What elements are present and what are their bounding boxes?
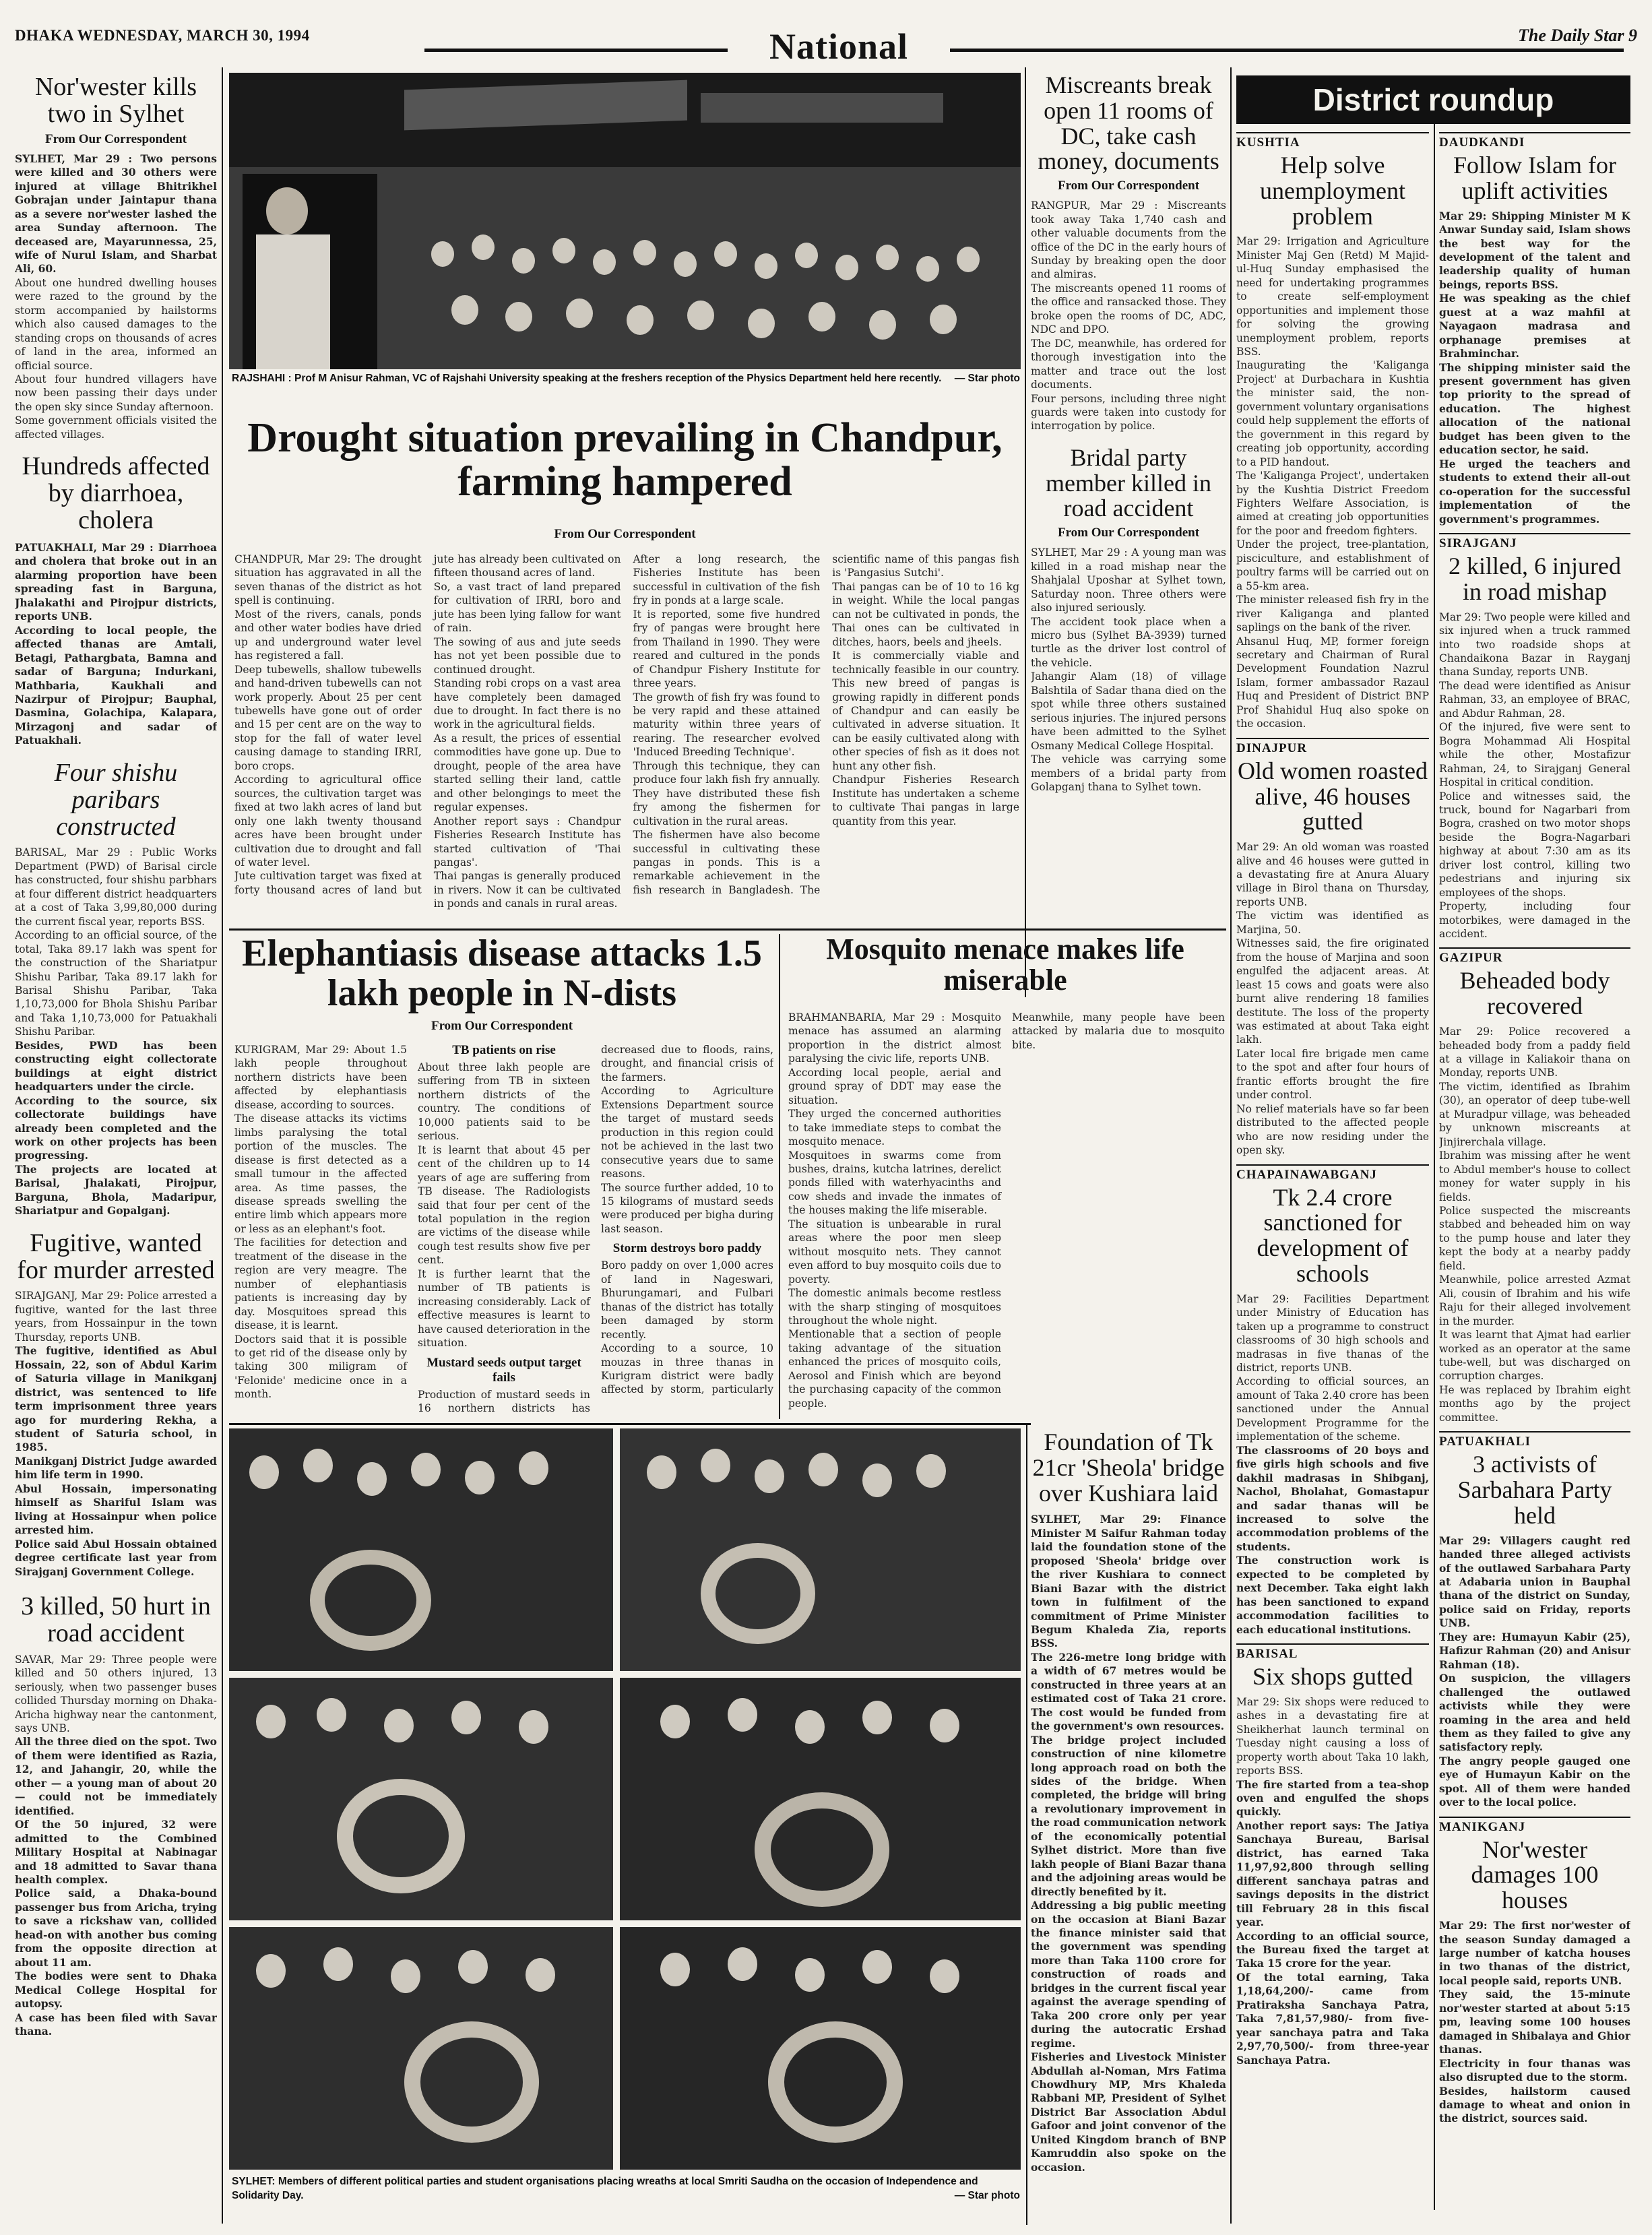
paragraph: According local people, aerial and ground spray of DDT may ease the situation. [788,1066,1001,1106]
rajshahi-photo [229,73,1021,369]
photo-credit: — Star photo [954,2189,1020,2201]
paper-name: The Daily Star [1518,26,1624,45]
paragraph: Mar 29: Irrigation and Agriculture Minister Maj Gen (Retd) M Majid-ul-Huq Sunday emphasised the need for undertaking programmes to create self-employment opportunities and implement those for solving the growing unemployment problem, reports BSS. [1236,235,1429,358]
roundup-column-a [1236,132,1429,2221]
subheading: Storm destroys boro paddy [612,1241,762,1256]
paragraph: According to a source, 10 mouzas in three thanas in Kurigram district were badly affected by storm, particularly [601,1342,773,1396]
headline-gazipur: Beheaded body recovered [1459,967,1610,1020]
sylhet-caption [232,2175,1020,2215]
paragraph: The miscreants opened 11 rooms of the office and ransacked those. They broke open the rooms of DC, ADC, NDC and DPO. [1031,282,1226,336]
dateline: DHAKA WEDNESDAY, MARCH 30, 1994 [15,27,310,44]
paragraph: SIRAJGANJ, Mar 29: Police arrested a fugitive, wanted for the last three years, from Hossainpur in the town Thursday, reports UNB. [15,1290,217,1344]
paragraph: The construction work is expected to be completed by next December. Taka eight lakh has been sanctioned to expand accommodation facilities to each educational institutions. [1236,1554,1429,1636]
paragraph: Doctors said that it is possible to get rid of the disease only by taking 300 miligram of 'Felonide' medicine once in a month. [234,1333,407,1401]
paragraph: Manikganj District Judge awarded him life term in 1990. [15,1454,217,1482]
paragraph: Mar 29: The first nor'wester of the season Sunday damaged a large number of katcha houses in two thanas of the district, local people said, reports UNB. [1439,1919,1630,1987]
byline: From Our Correspondent [431,1019,573,1033]
caption-text: SYLHET: Members of different political parties and student organisations placing wreaths at local Smriti Saudha on the occasion of Independence and Solidarity Day. [232,2176,978,2201]
paragraph: The source further added, 10 to 15 kilograms of mustard seeds were produced per bigha during last season. [601,1181,773,1235]
byline: From Our Correspondent [44,131,187,146]
headline-patuakhali: 3 activists of Sarbahara Party held [1457,1451,1612,1529]
paragraph: Ibrahim was missing after he went to Abdul member's house to collect money for water supply in his fields. [1439,1150,1630,1203]
paragraph: It is commercially viable and technically feasible in our country. This new breed of pangas is growing rapidly in different ponds of Chandpur and can easily be cultivated in adverse situation. It can be easily cultivated along with other species of fish as it does not hunt any other fish. [832,650,1019,772]
paragraph: According to the source, six collectorate buildings have already been completed and the work on other projects has been progressing. [15,1094,217,1162]
headline-mosquito: Mosquito menace makes life miserable [826,934,1184,997]
roundup-column-b [1439,132,1630,2221]
headline-shishu-paribars: Four shishu paribars constructed [54,758,178,841]
paragraph: On suspicion, the villagers challenged the outlawed activists while they were roaming in the area and held them as they failed to give any satisfactory reply. [1439,1672,1630,1754]
header-rule [424,49,1624,52]
paragraph: Police said, a Dhaka-bound passenger bus from Aricha, trying to save a rickshaw van, collided head-on with another bus coming from the opposite direction at about 11 am. [15,1887,217,1969]
paragraph: It is reported, some five hundred fry of pangas were brought here from Thailand in 1990. They were reared and cultured in the ponds of Chandpur Fishery Institute for three years. [633,608,821,690]
paragraph: They said, the 15-minute nor'wester started at about 5:15 pm, leaving some 100 houses damaged in Shibalaya and Ghior thanas. [1439,1988,1630,2056]
paragraph: The fishermen have also become successful in cultivating these pangas in ponds. This is a remarkable achievement in the fish research in Bangladesh. The scientific name of this pangas fish is 'Pangasius Sutchi'. [633,553,1019,896]
column-rule [1230,67,1232,2224]
paragraph: Of the injured, five were sent to Bogra Mohammad Ali Hospital while the other, Mostafizur Rahman, 24, to Sirajganj General Hospital in critical condition. [1439,721,1630,789]
paragraph: It is learnt that about 45 per cent of the children up to 14 years of age are suffering from TB disease. The Radiologists said that four per cent of the total population in the region are victims of the disease while cough test results show five per cent. [418,1143,590,1267]
column-rule [1026,1423,1027,2225]
headline-sirajganj: 2 killed, 6 injured in road mishap [1449,553,1621,605]
subheading: TB patients on rise [452,1043,556,1057]
byline: From Our Correspondent [554,527,696,541]
paragraph: Of the 50 injured, 32 were admitted to the Combined Military Hospital at Nabinagar and 18 admitted to Savar thana health complex. [15,1818,217,1886]
paragraph: Mar 29: Two people were killed and six injured when a truck rammed into two roadside shops at Chandaikona Bazar in Rayganj thana Sunday, reports UNB. [1439,610,1630,679]
left-column [15,74,217,2224]
paragraph: Some government officials visited the affected villages. [15,414,217,441]
paragraph: The minister released fish fry in the river Kaliganga and planted saplings on the bank of the river. [1236,594,1429,634]
paragraph: After a long research, the Fisheries Institute has been successful in cultivation of the fish fry in ponds at a large scale. [633,553,821,607]
paragraph: Later local fire brigade men came to the spot and after four hours of frantic efforts brought the fire under control. [1236,1047,1429,1102]
section-title: National [760,26,918,67]
district-tag: CHAPAINAWABGANJ [1236,1164,1429,1183]
section-rule [229,928,1226,931]
paragraph: The 226-metre long bridge with a width of 67 metres would be constructed in three years at an estimated cost of Taka 21 crore. The cost would be funded from the government's own resources. [1031,1650,1226,1733]
paragraph: The projects are located at Barisal, Jhalakati, Pirojpur, Barguna, Bhola, Madaripur, Shariatpur and Gopalganj. [15,1162,217,1218]
paragraph: The 'Kaliganga Project', undertaken by the Kushtia District Freedom Fighters Welfare Association, is aimed at creating job opportunities for the poor and freedom fighters. [1236,470,1429,537]
district-tag: PATUAKHALI [1439,1431,1630,1449]
paragraph: The situation is unbearable in rural areas where the poor men sleep without mosquito nets. They cannot even afford to buy mosquito coils due to poverty. [788,1218,1001,1286]
column-rule [779,934,780,1419]
paragraph: Four persons, including three night guards were taken into custody for interrogation by police. [1031,392,1226,433]
headline-miscreants: Miscreants break open 11 rooms of DC, take cash money, documents [1038,73,1219,175]
paragraph: SYLHET, Mar 29: Finance Minister M Saifur Rahman today laid the foundation stone of the proposed 'Sheola' bridge over the river Kushiara to connect Biani Bazar with the district town in fulfilment of the commitment of Prime Minister Begum Khaleda Zia, reports BSS. [1031,1513,1226,1650]
headline-savar-accident: 3 killed, 50 hurt in road accident [21,1592,211,1647]
headline-manikganj: Nor'wester damages 100 houses [1471,1835,1599,1914]
paragraph: Addressing a big public meeting on the occasion at Biani Bazar the finance minister said that the government was spending more than Taka 1100 crore for construction of roads and bridges in the current fiscal year against the average spending of Taka 200 crore only per year during the autocratic Ershad regime. [1031,1899,1226,2050]
section-rule [229,1423,1031,1425]
paragraph: Police suspected the miscreants stabbed and beheaded him on way to the pump house and later they kept the body at a nearby paddy field. [1439,1204,1630,1272]
paragraph: Production of mustard seeds in 16 northern districts has decreased due to floods, rains, drought, and financial crisis of the farmers. [418,1044,773,1414]
photo-credit: — Star photo [954,373,1020,384]
paragraph: Electricity in four thanas was also disrupted due to the storm. [1439,2056,1630,2084]
paragraph: Most of the rivers, canals, ponds and other water bodies have dried up and underground water level has registered a fall. [234,608,422,662]
headline-kushtia: Help solve unemployment problem [1260,152,1405,230]
paragraph: The sowing of aus and jute seeds has not yet been possible due to continued drought. [433,635,621,676]
headline-diarrhoea: Hundreds affected by diarrhoea, cholera [22,452,210,535]
paragraph: The angry people gauged one eye of Humayun Kabir on the spot. All of them were handed over to the local police. [1439,1754,1630,1809]
paragraph: Jute cultivation target was fixed at forty thousand acres of land but jute has already been cultivated on fifteen thousand acres of land. [234,553,621,896]
paragraph: Mar 29: Six shops were reduced to ashes in a devastating fire at Sheikherhat launch terminal on Tuesday night causing a loss of property worth about Taka 10 lakh, reports BSS. [1236,1695,1429,1777]
page-number: 9 [1628,26,1637,45]
paragraph: SYLHET, Mar 29 : A young man was killed in a road mishap near the Shahjalal Uposhar at Sylhet town, Saturday noon. Three others were also injured seriously. [1031,546,1226,615]
paragraph: Jahangir Alam (18) of village Balshtila of Sadar thana died on the spot while three others sustained serious injuries. The injured persons have been admitted to the Sylhet Osmany Medical College Hospital. [1031,670,1226,752]
paragraph: The disease attacks its victims limbs paralysing the total portion of the muscles. The disease is first detected as a small tumour in the affected area. As time passes, the disease spreads swelling the entire limb which appears more or less as an elephant's foot. [234,1112,407,1235]
headline-fugitive: Fugitive, wanted for murder arrested [17,1228,215,1284]
district-tag: MANIKGANJ [1439,1817,1630,1835]
paragraph: The DC, meanwhile, has ordered for thorough investigation into the matter and trace out the lost documents. [1031,337,1226,391]
paragraph: Fisheries and Livestock Minister Abdullah al-Noman, Mrs Fatima Chowdhury MP, Mrs Khaleda Rabbani MP, President of Sylhet District Bar Association Abdul Gafoor and joint convenor of the United Kingdom branch of BNP Kamruddin also spoke on the occasion. [1031,2050,1226,2174]
paragraph: The accident took place when a micro bus (Sylhet BA-3939) turned turtle as the driver lost control of the vehicle. [1031,615,1226,669]
paragraph: CHANDPUR, Mar 29: The drought situation has aggravated in all the seven thanas of the district as hot spell is continuing. [234,553,422,607]
paragraph: He was speaking as the chief guest at a waz mahfil at Nayagaon madrasa and orphanage premises at Brahminchar. [1439,292,1630,360]
paragraph: Mar 29: Villagers caught red handed three alleged activists of the outlawed Sarbahara Party at Adabaria union in Bauphal thana of the district on Sunday, police said on Friday, reports UNB. [1439,1534,1630,1630]
paragraph: About four hundred villagers have now been passing their days under the open sky since Sunday afternoon. [15,373,217,413]
column-rule [1025,67,1026,997]
headline-drought: Drought situation prevailing in Chandpur, farming hampered [247,416,1003,505]
district-tag: DINAJPUR [1236,738,1429,756]
elephantiasis-body [234,1043,773,1420]
paragraph: He urged the teachers and students to extend their all-out co-operation for the successful implementation of the government's programmes. [1439,457,1630,526]
paragraph: He was replaced by Ibrahim eight months ago by the project committee. [1439,1383,1630,1424]
paragraph: According to official sources, an amount of Taka 2.40 crore has been sanctioned under the Annual Development Programme for the implementation of the scheme. [1236,1375,1429,1443]
paragraph: Thai pangas can be of 10 to 16 kg in weight. While the local pangas can not be cultivated in ponds, the Thai ones can be cultivated in ditches, haors, beels and jheels. [832,580,1019,648]
district-tag: BARISAL [1236,1643,1429,1662]
paragraph: KURIGRAM, Mar 29: About 1.5 lakh people throughout northern districts have been affected by elephantiasis disease, according to sources. [234,1044,407,1111]
headline-bridal-party: Bridal party member killed in road accident [1046,443,1211,522]
paragraph: About three lakh people are suffering from TB in sixteen northern districts of the country. The conditions of 10,000 patients said to be serious. [418,1061,590,1143]
headline-norwester-sylhet: Nor'wester kills two in Sylhet [34,74,197,128]
paragraph: The classrooms of 20 boys and five girls high schools and five dakhil madrasas in Shibganj, Nachol, Bholahat, Gomastapur and sadar thanas will be increased to solve the accommodation problems of the students. [1236,1443,1429,1553]
paragraph: According to agricultural office sources, the cultivation target was fixed at two lakh acres of land but only one lakh twenty thousand acres have been brought under cultivation due to drought and fall of water level. [234,774,422,869]
paragraph: Property, including four motorbikes, were damaged in the accident. [1439,900,1630,941]
paragraph: Witnesses said, the fire originated from the house of Marjina and soon engulfed the adjacent areas. At least 15 cows and goats were also burnt alive rendering 18 families destitute. The loss of the property was estimated at about Taka eight lakh. [1236,937,1429,1046]
foundation-article [1031,1430,1226,2225]
paragraph: Mar 29: Shipping Minister M K Anwar Sunday said, Islam shows the best way for the development of the talent and leadership quality of human beings, reports BSS. [1439,209,1630,291]
paragraph: As a result, the prices of essential commodities have gone up. Due to drought, people of the area have started selling their land, cattle and other belongings to meet the regular expenses. [433,732,621,814]
paragraph: Police said Abul Hossain obtained degree certificate last year from Sirajganj Government College. [15,1537,217,1578]
paragraph: The growth of fish fry was found to be very rapid and these attained maturity within three years of rearing. The researcher evolved 'Induced Breeding Technique'. [633,691,821,759]
paragraph: SAVAR, Mar 29: Three people were killed and 50 others injured, 13 seriously, when two passenger buses collided Thursday morning on Dhaka-Aricha highway near the cantonment, says UNB. [15,1653,217,1735]
byline: From Our Correspondent [1057,179,1200,193]
paragraph: The victim, identified as Ibrahim (30), an operator of deep tube-well at Muradpur village, was beheaded by unknown miscreants at Jinjirerchala village. [1439,1080,1630,1148]
paragraph: The fire started from a tea-shop oven and engulfed the shops quickly. [1236,1777,1429,1819]
paragraph: Mar 29: Facilities Department under Ministry of Education has taken up a programme to construct classrooms of 30 high schools and madrasas in five thanas of the district, reports UNB. [1236,1292,1429,1374]
district-roundup-banner: District roundup [1236,75,1630,124]
paragraph: All the three died on the spot. Two of them were identified as Razia, 12, and Jahangir, 20, while the other — a young man of about 20 — could not be immediately identified. [15,1735,217,1817]
paragraph: Mar 29: An old woman was roasted alive and 46 houses were gutted in a devastating fire at Anura Aluary village in Birol thana on Thursday, reports UNB. [1236,841,1429,908]
paragraph: Inaugurating the 'Kaliganga Project' at Durbachara in Kushtia the minister said, the non-government voluntary organisations could help supplement the efforts of the government in this regard by creating job opportunity, according to a PID handout. [1236,359,1429,468]
caption-text: RAJSHAHI : Prof M Anisur Rahman, VC of Rajshahi University speaking at the freshers reception of the Physics Department held here recently. [232,373,942,384]
column-rule [1434,121,1435,2210]
paragraph: Standing robi crops on a vast area have completely been damaged due to drought. In fact there is no work in the agricultural fields. [433,677,621,731]
paragraph: The facilities for detection and treatment of the disease in the region are very meagre. The number of elephantiasis patients is increasing day by day. Mosquitoes spread this disease, it is learnt. [234,1236,407,1332]
paragraph: Through this technique, they can produce four lakh fish fry annually. They have distributed these fish fry among the fishermen for cultivation in the rural areas. [633,759,821,827]
paragraph: The shipping minister said the present government has given top priority to the spread of education. The highest allocation of the national budget has been given to the education sector, he said. [1439,360,1630,457]
paragraph: Besides, hailstorm caused damage to wheat and onion in the district, sources said. [1439,2084,1630,2125]
district-tag: DAUDKANDI [1439,132,1630,150]
paragraph: Mentionable that a section of people taking advantage of the situation enhanced the prices of mosquito coils, Aerosol and Finish which are beyond the purchasing capacity of the common people. [788,1328,1001,1410]
paragraph: According to local people, the affected thanas are Amtali, Betagi, Pathargbata, Bamna and sadar of Barguna; Indurkani, Mathbaria, Kaukhali and Nazirpur of Pirojpur; Bauphal, Dasmina, Golachipa, Kalapara, Mirzagonj and sadar of Patuakhali. [15,623,217,747]
headline-barisal: Six shops gutted [1252,1663,1413,1691]
paragraph: The domestic animals become restless with the sharp stinging of mosquitoes throughout the whole night. [788,1287,1001,1327]
headline-chapainawabganj: Tk 2.4 crore sanctioned for development of schools [1257,1183,1409,1287]
district-tag: SIRAJGANJ [1439,533,1630,551]
paragraph: The fugitive, identified as Abul Hossain, 22, son of Abdul Karim of Saturia village in Manikganj district, was sentenced to life term imprisonment three years ago for murdering Rekha, a student of Saturia school, in 1985. [15,1344,217,1454]
column-three [1031,73,1226,928]
paragraph: They are: Humayun Kabir (25), Hafizur Rahman (20) and Anisur Rahman (18). [1439,1630,1630,1671]
headline-dinajpur: Old women roasted alive, 46 houses gutted [1238,757,1428,836]
paragraph: BARISAL, Mar 29 : Public Works Department (PWD) of Barisal circle has constructed, four shishu parbhars at four different district headquarters at a cost of Taka 3,99,80,000 during the current fiscal year, reports BSS. [15,846,217,928]
paragraph: The dead were identified as Anisur Rahman, 33, an employee of BRAC, and Abdur Rahman, 28. [1439,679,1630,720]
drought-body [234,553,1019,916]
paragraph: It was learnt that Ajmat had earlier worked as an operator at the same tube-well, but was discharged on corruption charges. [1439,1329,1630,1383]
paragraph: Meanwhile, many people have been attacked by malaria due to mosquito bite. [1012,1011,1225,1051]
paragraph: Chandpur Fisheries Research Institute has undertaken a scheme to cultivate Thai pangas in large quantity from this year. [832,774,1019,827]
column-rule [222,67,223,2224]
headline-elephantiasis: Elephantiasis disease attacks 1.5 lakh people in N-dists [242,934,762,1014]
district-tag: GAZIPUR [1439,947,1630,966]
paragraph: BRAHMANBARIA, Mar 29 : Mosquito menace has assumed an alarming proportion in the district almost paralysing the civic life, reports UNB. [788,1011,1001,1065]
paragraph: Abul Hossain, impersonating himself as Shariful Islam was living at Hossainpur when police arrested him. [15,1482,217,1537]
paragraph: Boro paddy on over 1,000 acres of land in Nageswari, Bhurungamari, and Fulbari thanas of the district has totally been damaged by storm recently. [601,1259,773,1341]
paragraph: The victim was identified as Marjina, 50. [1236,910,1429,936]
paragraph: Meanwhile, police arrested Azmat Ali, cousin of Ibrahim and his wife Raju for their alleged involvement in the murder. [1439,1273,1630,1327]
paragraph: SYLHET, Mar 29 : Two persons were killed and 30 others were injured at village Bhitrikhel Gobrajan under Jaintapur thana as a severe nor'wester lashed the area Sunday afternoon. The deceased are, Mayarunnessa, 25, wife of Nurul Islam, and Sharbat Ali, 60. [15,152,217,276]
paragraph: Another report says : Chandpur Fisheries Research Institute has started cultivation of 'Thai pangas'. [433,815,621,869]
paragraph: Mar 29: Police recovered a beheaded body from a paddy field at a village in Kaliakoir thana on Monday, reports UNB. [1439,1026,1630,1079]
paragraph: They urged the concerned authorities to take immediate steps to combat the mosquito menace. [788,1108,1001,1148]
sylhet-photo-collage [229,1428,1021,2170]
rajshahi-caption [232,372,1020,410]
paragraph: It is further learnt that the number of TB patients is increasing considerably. Lack of effective measures is learnt to have caused deterioration in the situation. [418,1267,590,1350]
paragraph: No relief materials have so far been distributed to the affected people who are now residing under the open sky. [1236,1102,1429,1157]
paragraph: Police and witnesses said, the truck, bound for Nagarbari from Bogra, crashed on two motor shops beside the Bogra-Nagarbari highway at about 7:30 am as its driver lost control, killing two pedestrians and injuring six employees of the shops. [1439,790,1630,899]
paragraph: PATUAKHALI, Mar 29 : Diarrhoea and cholera that broke out in an alarming proportion have been spreading fast in Barguna, Jhalakathi and Pirojpur districts, reports UNB. [15,540,217,623]
subheading: Mustard seeds output target fails [426,1355,581,1385]
paragraph: So, a vast tract of land prepared for cultivation of IRRI, boro and jute has been lying fallow for want of rain. [433,580,621,635]
headline-daudkandi: Follow Islam for uplift activities [1453,152,1616,204]
mosquito-body [788,1011,1225,1422]
paragraph: According to an official source, the Bureau fixed the target at Taka 15 crore for the year. [1236,1929,1429,1970]
paragraph: Ahsanul Huq, MP, former foreign secretary and Chairman of Rural Development Foundation Nazrul Islam, former ambassador Razaul Huq and President of District BNP Prof Shahidul Huq also spoke on the occasion. [1236,635,1429,730]
paragraph: The bodies were sent to Dhaka Medical College Hospital for autopsy. [15,1970,217,2011]
paragraph: RANGPUR, Mar 29 : Miscreants took away Taka 1,740 cash and other valuable documents from the office of the DC in the early hours of Sunday by breaking open the door and almiras. [1031,199,1226,281]
paragraph: The vehicle was carrying some members of a bridal party from Golapganj thana to Sylhet town. [1031,753,1226,793]
paragraph: Besides, PWD has been constructing eight collectorate buildings at eight district headquarters under the circle. [15,1038,217,1094]
paragraph: According to an official source, of the total, Taka 89.17 lakh was spent for the construction of the Shariatpur Shishu Paribar, Taka 89.17 lakh for Barisal Shishu Paribar, Taka 1,10,73,000 for Bhola Shishu Paribar and Taka 1,10,73,000 for Patuakhali Shishu Paribar. [15,929,217,1038]
paragraph: Another report says: The Jatiya Sanchaya Bureau, Barisal district, has earned Taka 11,97,92,800 through selling different sanchaya patras and savings deposits in the district till February 28 in this fiscal year. [1236,1819,1429,1929]
paragraph: Deep tubewells, shallow tubewells and hand-driven tubewells can not work properly. About 25 per cent tubewells have gone out of order and 15 per cent are on the way to stop for the fall of water level causing damage to standing IRRI, boro crops. [234,663,422,772]
district-tag: KUSHTIA [1236,132,1429,150]
paragraph: The bridge project included construction of nine kilometre long approach road on both the sides of the bridge. When completed, the bridge will bring a revolutionary improvement in the road communication network of the economically potential Sylhet district. More than five lakh people of Biani Bazar thana and the adjoining areas would be directly benefited by it. [1031,1733,1226,1898]
paragraph: Mosquitoes in swarms come from bushes, drains, kutcha latrines, derelict ponds filled with waterhyacinths and cow sheds and invade the inmates of the houses making the life miserable. [788,1149,1001,1217]
paragraph: About one hundred dwelling houses were razed to the ground by the storm accompanied by hailstorms which also caused damages to the standing crops on thousands of acres of land in the area, informed an official source. [15,276,217,372]
paragraph: Under the project, tree-plantation, pisciculture, and establishment of poultry farms will be carried out on a 55-km area. [1236,538,1429,592]
paragraph: According to Agriculture Extensions Department source the target of mustard seeds production in this region could not be achieved in the last two consecutive years due to same reasons. [601,1085,773,1181]
paragraph: Of the total earning, Taka 1,18,64,200/- came from Pratiraksha Sanchaya Patra, Taka 7,81,57,980/- from five-year sanchaya patra and Taka 2,97,70,500/- from three-year Sanchaya Patra. [1236,1970,1429,2067]
paragraph: A case has been filed with Savar thana. [15,2011,217,2038]
headline-foundation-bridge: Foundation of Tk 21cr 'Sheola' bridge over Kushiara laid [1032,1430,1225,1507]
byline: From Our Correspondent [1057,526,1200,540]
paragraph: Thai pangas is generally produced in rivers. Now it can be cultivated in ponds and canals in rural areas. [433,870,621,910]
